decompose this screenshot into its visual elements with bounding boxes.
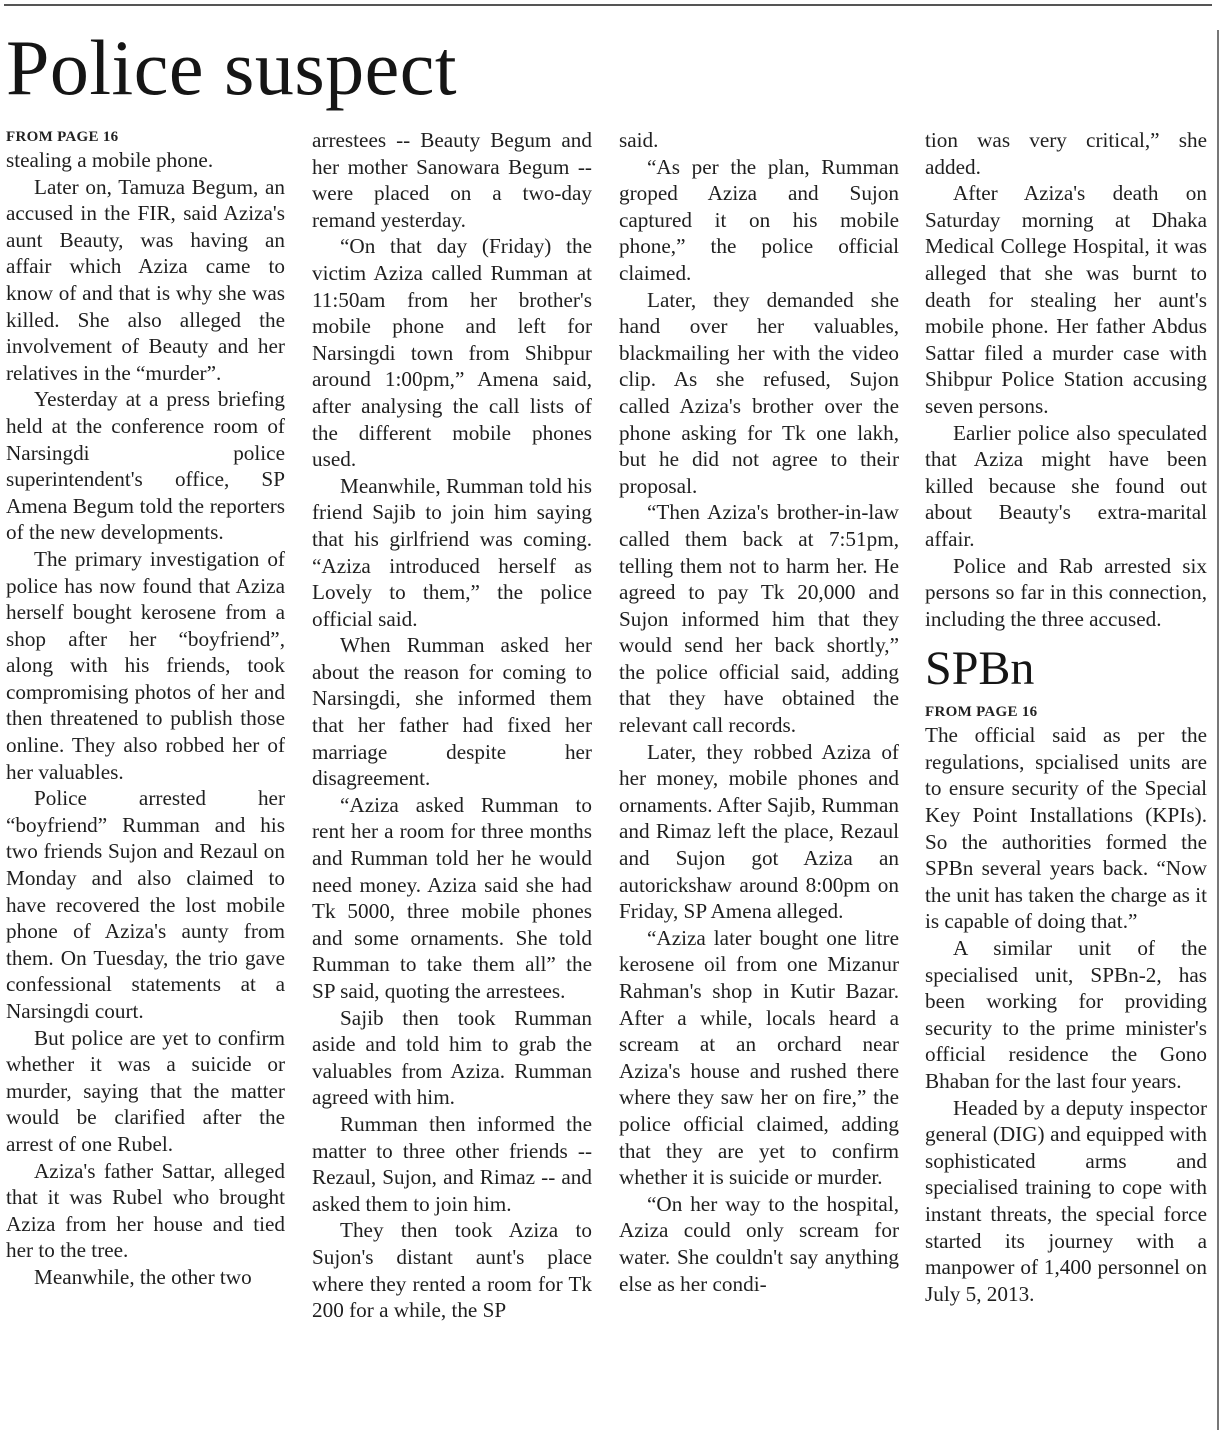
paragraph: Sajib then took Rumman aside and told him to grab the valuables from Aziza. Rumman agreed with him. xyxy=(312,1005,592,1110)
paragraph: arrestees -- Beauty Begum and her mother Sanowara Begum -- were placed on a two-day remand yesterday. xyxy=(312,128,592,232)
paragraph: Meanwhile, the other two xyxy=(34,1264,252,1289)
top-rule xyxy=(4,4,1212,6)
paragraph: Aziza's father Sattar, alleged that it was Rubel who brought Aziza from her house and tied her to the tree. xyxy=(6,1158,285,1263)
paragraph: Meanwhile, Rumman told his friend Sajib to join him saying that his girlfriend was coming. “Aziza introduced herself as Lovely to them,” the police official said. xyxy=(312,473,592,631)
paragraph: tion was very critical,” she added. xyxy=(925,128,1207,179)
column-rule-right xyxy=(1217,30,1219,1430)
article-column-1 xyxy=(6,127,285,1435)
paragraph: “Then Aziza's brother-in-law called them back at 7:51pm, telling them not to harm her. He agreed to pay Tk 20,000 and Sujon informed him that they would send her back shortly,” the police official said, adding that they have obtained the relevant call records. xyxy=(619,500,899,738)
paragraph: When Rumman asked her about the reason for coming to Narsingdi, she informed them that her father had fixed her marriage despite her disagreement. xyxy=(312,633,592,791)
paragraph: “As per the plan, Rumman groped Aziza and Sujon captured it on his mobile phone,” the police official claimed. xyxy=(619,154,899,285)
paragraph: The primary investigation of police has now found that Aziza herself bought kerosene from a shop after her “boyfriend”, along with his friends, took compromising photos of her and then threatened to publish those online. They also robbed her of her valuables. xyxy=(6,546,285,784)
article-column-2 xyxy=(312,127,592,1435)
paragraph: Later on, Tamuza Begum, an accused in the FIR, said Aziza's aunt Beauty, was having an affair which Aziza came to know of and that is why she was killed. She also alleged the involvement of Beauty and her relatives in the “murder”. xyxy=(6,174,285,385)
paragraph: “Aziza asked Rumman to rent her a room for three months and Rumman told her he would need money. Aziza said she had Tk 5000, three mobile phones and some ornaments. She told Rumman to take them all” the SP said, quoting the arrestees. xyxy=(312,792,592,1003)
jump-label: FROM PAGE 16 xyxy=(925,704,1038,721)
paragraph: They then took Aziza to Sujon's distant aunt's place where they rented a room for Tk 200 for a while, the SP xyxy=(312,1218,592,1323)
paragraph: A similar unit of the specialised unit, SPBn-2, has been working for providing security to the prime minister's official residence the Gono Bhaban for the last four years. xyxy=(925,936,1207,1093)
article-column-3 xyxy=(619,127,899,1435)
paragraph: Headed by a deputy inspector general (DIG) and equipped with sophisticated arms and specialised training to cope with instant threats, the special force started its journey with a manpower of 1,400 personnel on July 5, 2013. xyxy=(925,1095,1207,1306)
headline: Police suspect xyxy=(6,24,458,111)
paragraph: Later, they robbed Aziza of her money, mobile phones and ornaments. After Sajib, Rumman and Rimaz left the place, Rezaul and Sujon got Aziza an autorickshaw around 8:00pm on Friday, SP Amena alleged. xyxy=(619,739,899,924)
paragraph: “On that day (Friday) the victim Aziza called Rumman at 11:50am from her brother's mobile phone and left for Narsingdi town from Shibpur around 1:00pm,” Amena said, after analysing the call lists of the different mobile phones used. xyxy=(312,234,592,472)
paragraph: “On her way to the hospital, Aziza could only scream for water. She couldn't say anything else as her condi- xyxy=(619,1191,899,1296)
paragraph: Police arrested her “boyfriend” Rumman and his two friends Sujon and Rezaul on Monday and also claimed to have recovered the lost mobile phone of Aziza's aunty from them. On Tuesday, the trio gave confessional statements at a Narsingdi court. xyxy=(6,786,285,1023)
jump-label: FROM PAGE 16 xyxy=(6,129,119,145)
paragraph: After Aziza's death on Saturday morning at Dhaka Medical College Hospital, it was alleged that she was burnt to death for stealing her aunt's mobile phone. Her father Abdus Sattar filed a murder case with Shibpur Police Station accusing seven persons. xyxy=(925,181,1207,418)
paragraph: Later, they demanded she hand over her valuables, blackmailing her with the video clip. As she refused, Sujon called Aziza's brother over the phone asking for Tk one lakh, but he did not agree to their proposal. xyxy=(619,287,899,498)
paragraph: Rumman then informed the matter to three other friends -- Rezaul, Sujon, and Rimaz -- and asked them to join him. xyxy=(312,1111,592,1216)
paragraph: stealing a mobile phone. xyxy=(6,148,214,172)
paragraph: Yesterday at a press briefing held at the conference room of Narsingdi police superintendent's office, SP Amena Begum told the reporters of the new developments. xyxy=(6,387,285,545)
paragraph: Police and Rab arrested six persons so far in this connection, including the three accused. xyxy=(925,553,1207,631)
paragraph: But police are yet to confirm whether it was a suicide or murder, saying that the matter would be clarified after the arrest of one Rubel. xyxy=(6,1025,285,1156)
subheadline: SPBn xyxy=(925,642,1035,696)
paragraph: The official said as per the regulations, spcialised units are to ensure security of the Special Key Point Installations (KPIs). So the authorities formed the SPBn several years back. “Now the unit has taken the charge as it is capable of doing that.” xyxy=(925,723,1207,934)
article-column-4 xyxy=(925,127,1207,1435)
paragraph: said. xyxy=(619,128,659,152)
paragraph: “Aziza later bought one litre kerosene oil from one Mizanur Rahman's shop in Kutir Bazar. After a while, locals heard a scream at an orchard near Aziza's house and rushed there where they saw her on fire,” the police official claimed, adding that they are yet to confirm whether it is suicide or murder. xyxy=(619,925,899,1190)
paragraph: Earlier police also speculated that Aziza might have been killed because she found out about Beauty's extra-marital affair. xyxy=(925,420,1207,551)
